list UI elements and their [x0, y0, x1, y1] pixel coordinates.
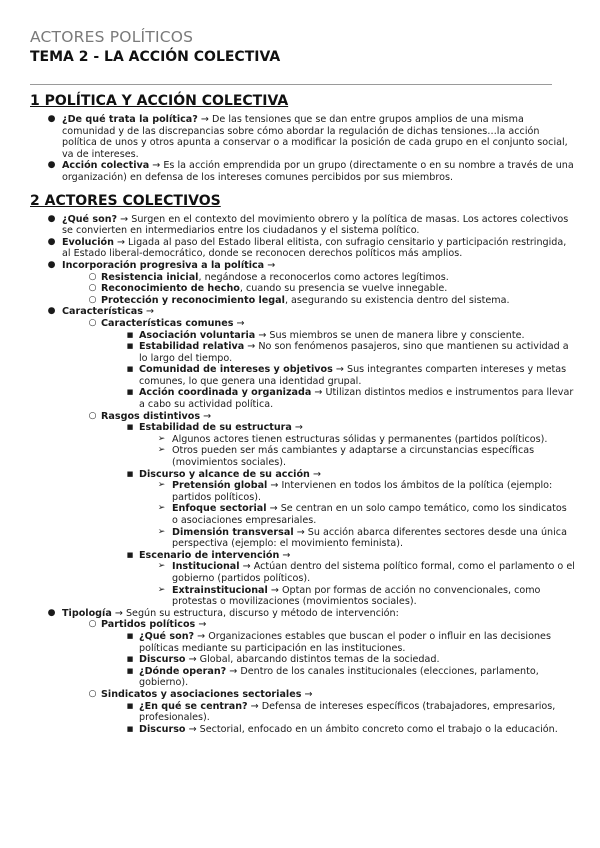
bullet-circle-icon: ○	[88, 410, 97, 421]
list-item-description: →	[233, 317, 245, 329]
list-item-text	[137, 631, 575, 654]
list-item-term: Acción coordinada y organizada	[139, 387, 312, 399]
list-item-text	[137, 724, 575, 736]
list-item-description: → Se centran en un solo campo temático, como los sindicatos o asociaciones empresariales.	[172, 503, 567, 526]
list-item-text	[172, 445, 575, 468]
bullet-dot-icon: ●	[47, 213, 56, 224]
bullet-square-icon: ■	[126, 550, 134, 559]
list-item-description: → De las tensiones que se dan entre grupos amplios de una misma comunidad y de las discrepancias sobre cómo abordar la regulación de dichas tensiones…la acción política de unos y otros apunta a conservar o a modificar la posición de cada grupo en el conjunto social, va de intereses.	[62, 114, 568, 160]
document-page	[30, 28, 575, 735]
list-item-text	[172, 527, 575, 550]
bullet-dot-icon: ●	[47, 607, 56, 618]
list-item	[30, 260, 575, 272]
list-item	[30, 160, 575, 183]
bullet-dot-icon: ●	[47, 236, 56, 247]
list-item	[30, 387, 575, 410]
list-item-term: Pretensión global	[172, 480, 268, 492]
list-item-description: → No son fenómenos pasajeros, sino que mantienen su actividad a lo largo del tiempo.	[139, 341, 569, 364]
list-item-description: → Su acción abarca diferentes sectores desde una única perspectiva (ejemplo: el movimiento feminista).	[172, 526, 567, 550]
section-list	[30, 214, 575, 736]
list-item-term: Enfoque sectorial	[172, 503, 267, 515]
bullet-arrow-icon: ➢	[157, 584, 166, 595]
list-item-term: Discurso	[139, 723, 186, 735]
list-item-term: Dimensión transversal	[172, 526, 294, 538]
list-item	[30, 469, 575, 481]
list-item-term: Características	[62, 306, 143, 318]
list-item-term: Acción colectiva	[62, 160, 150, 172]
list-item	[30, 422, 575, 434]
list-item-description: Otros pueden ser más cambiantes y adaptarse a circunstancias específicas (movimientos sociales).	[172, 445, 535, 469]
list-item-text	[60, 214, 575, 237]
bullet-square-icon: ■	[126, 423, 134, 432]
list-item-description: →	[291, 422, 303, 434]
bullet-circle-icon: ○	[88, 271, 97, 282]
list-item-description: → Optan por formas de acción no convencionales, como protestas o movilizaciones (movimientos sociales).	[172, 584, 541, 608]
list-item-description: → Es la acción emprendida por un grupo (directamente o en su nombre a través de una organización) en defensa de los intereses comunes percibidos por sus miembros.	[62, 160, 574, 183]
list-item-text	[60, 237, 575, 260]
list-item-text	[99, 619, 575, 631]
list-item-term: ¿De qué trata la política?	[62, 114, 198, 125]
list-item-term: Rasgos distintivos	[101, 410, 201, 422]
bullet-arrow-icon: ➢	[157, 526, 166, 537]
list-item-text	[137, 469, 575, 481]
list-item-text	[99, 272, 575, 284]
list-item-description: → Global, abarcando distintos temas de la sociedad.	[185, 654, 440, 666]
bullet-arrow-icon: ➢	[157, 445, 166, 456]
list-item-text	[137, 550, 575, 562]
list-item-term: Comunidad de intereses y objetivos	[139, 364, 333, 376]
list-item-term: ¿Dónde operan?	[139, 665, 227, 677]
list-item-text	[172, 503, 575, 526]
list-item	[30, 445, 575, 468]
list-item	[30, 306, 575, 318]
list-item-text	[137, 330, 575, 342]
list-item	[30, 561, 575, 584]
list-item-term: Extrainstitucional	[172, 584, 268, 596]
list-item-term: Evolución	[62, 236, 114, 248]
list-item-term: Asociación voluntaria	[139, 329, 256, 341]
list-item-description: Algunos actores tienen estructuras sólidas y permanentes (partidos políticos).	[172, 433, 548, 445]
list-item-term: ¿Qué son?	[139, 630, 195, 642]
list-item-term: Discurso y alcance de su acción	[139, 468, 310, 480]
bullet-square-icon: ■	[126, 666, 134, 675]
list-item-term: ¿Qué son?	[62, 213, 118, 225]
list-item	[30, 724, 575, 736]
list-item-text	[99, 689, 575, 701]
list-item-description: →	[309, 468, 321, 480]
bullet-arrow-icon: ➢	[157, 480, 166, 491]
list-item-term: Estabilidad de su estructura	[139, 422, 292, 434]
bullet-dot-icon: ●	[47, 114, 56, 124]
list-item	[30, 237, 575, 260]
list-item-description: →	[279, 549, 291, 561]
bullet-square-icon: ■	[126, 365, 134, 374]
list-item-description: → Ligada al paso del Estado liberal elitista, con sufragio censitario y participación restringida, al Estado liberal-democrático, donde se reconocen derechos políticos más amplios.	[62, 236, 567, 260]
list-item	[30, 330, 575, 342]
list-item-term: Resistencia inicial	[101, 271, 199, 283]
list-item-text	[137, 341, 575, 364]
bullet-square-icon: ■	[126, 330, 134, 339]
list-item-description: → Surgen en el contexto del movimiento obrero y la política de masas. Los actores colectivos se convierten en intermediarios entre los ciudadanos y el sistema político.	[62, 213, 569, 237]
list-item-text	[137, 701, 575, 724]
list-item-text	[99, 295, 575, 307]
list-item	[30, 666, 575, 689]
list-item-description: → Defensa de intereses específicos (trabajadores, empresarios, profesionales).	[139, 700, 556, 724]
list-item	[30, 503, 575, 526]
list-item	[30, 631, 575, 654]
list-item-description: → Sus integrantes comparten intereses y metas comunes, lo que genera una identidad grupal.	[139, 364, 567, 387]
list-item-text	[137, 666, 575, 689]
list-item-text	[99, 318, 575, 330]
list-item	[30, 527, 575, 550]
list-item	[30, 434, 575, 446]
list-item-text	[137, 364, 575, 387]
section-heading: 2 ACTORES COLECTIVOS	[30, 192, 221, 209]
bullet-dot-icon: ●	[47, 306, 56, 317]
list-item-term: Reconocimiento de hecho	[101, 283, 240, 295]
list-item	[30, 654, 575, 666]
bullet-square-icon: ■	[126, 701, 134, 710]
bullet-square-icon: ■	[126, 655, 134, 664]
list-item-term: Características comunes	[101, 317, 234, 329]
list-item-description: → Dentro de los canales institucionales (elecciones, parlamento, gobierno).	[139, 665, 539, 689]
list-item	[30, 411, 575, 423]
list-item	[30, 689, 575, 701]
list-item	[30, 619, 575, 631]
list-item-description: → Intervienen en todos los ámbitos de la política (ejemplo: partidos políticos).	[172, 480, 553, 503]
list-item	[30, 214, 575, 237]
list-item-text	[60, 114, 575, 160]
list-item	[30, 585, 575, 608]
list-item-description: → Utilizan distintos medios e instrumentos para llevar a cabo su actividad política.	[139, 387, 574, 411]
list-item-text	[172, 561, 575, 584]
list-item-description: → Sectorial, enfocado en un ámbito concreto como el trabajo o la educación.	[185, 723, 558, 735]
list-item-term: Institucional	[172, 561, 240, 573]
section-list	[30, 114, 575, 184]
list-item-text	[137, 654, 575, 666]
bullet-circle-icon: ○	[88, 619, 97, 630]
bullet-dot-icon: ●	[47, 160, 56, 171]
list-item	[30, 341, 575, 364]
bullet-arrow-icon: ➢	[157, 433, 166, 444]
list-item	[30, 283, 575, 295]
list-item-text	[137, 387, 575, 410]
list-item-term: ¿En qué se centran?	[139, 700, 248, 712]
list-item	[30, 318, 575, 330]
list-item-term: Partidos políticos	[101, 619, 196, 631]
document-body	[30, 92, 575, 735]
list-item-text	[60, 306, 575, 318]
list-item	[30, 295, 575, 307]
bullet-square-icon: ■	[126, 724, 134, 733]
bullet-dot-icon: ●	[47, 259, 56, 270]
list-item	[30, 480, 575, 503]
list-item-text	[172, 585, 575, 608]
bullet-square-icon: ■	[126, 342, 134, 351]
list-item	[30, 550, 575, 562]
bullet-square-icon: ■	[126, 388, 134, 397]
list-item	[30, 272, 575, 284]
document-supertitle: ACTORES POLÍTICOS	[30, 28, 194, 46]
list-item-text	[60, 260, 575, 272]
list-item-description: → Sus miembros se unen de manera libre y consciente.	[255, 329, 525, 341]
bullet-arrow-icon: ➢	[157, 561, 166, 572]
list-item-text	[137, 422, 575, 434]
list-item-text	[99, 283, 575, 295]
list-item-description: , asegurando su existencia dentro del sistema.	[284, 294, 510, 306]
bullet-square-icon: ■	[126, 469, 134, 478]
bullet-circle-icon: ○	[88, 294, 97, 305]
list-item	[30, 364, 575, 387]
bullet-circle-icon: ○	[88, 688, 97, 699]
list-item-term: Sindicatos y asociaciones sectoriales	[101, 688, 302, 700]
list-item-term: Estabilidad relativa	[139, 341, 245, 353]
list-item-term: Tipología	[62, 607, 112, 619]
list-item-text	[99, 411, 575, 423]
bullet-square-icon: ■	[126, 631, 134, 640]
list-item-term: Discurso	[139, 654, 186, 666]
list-item-description: , negándose a reconocerlos como actores legítimos.	[198, 271, 449, 283]
list-item-term: Protección y reconocimiento legal	[101, 294, 285, 306]
list-item-description: →	[301, 688, 313, 700]
list-item-description: → Organizaciones estables que buscan el poder o influir en las decisiones políticas mediante su participación en las instituciones.	[139, 630, 551, 654]
bullet-circle-icon: ○	[88, 283, 97, 294]
list-item-description: → Según su estructura, discurso y método de intervención:	[111, 607, 399, 619]
list-item-description: → Actúan dentro del sistema político formal, como el parlamento o el gobierno (partidos políticos).	[172, 561, 575, 584]
list-item-term: Escenario de intervención	[139, 549, 280, 561]
list-item	[30, 114, 575, 160]
list-item-text	[60, 608, 575, 620]
list-item-description: , cuando su presencia se vuelve innegable.	[239, 283, 448, 295]
list-item-text	[172, 434, 575, 446]
list-item	[30, 701, 575, 724]
document-title: TEMA 2 - LA ACCIÓN COLECTIVA	[30, 49, 281, 65]
bullet-arrow-icon: ➢	[157, 503, 166, 514]
list-item-description: →	[200, 410, 212, 422]
list-item-description: →	[142, 306, 155, 318]
title-divider	[30, 84, 552, 85]
list-item-text	[172, 480, 575, 503]
list-item	[30, 608, 575, 620]
list-item-description: →	[195, 619, 207, 631]
list-item-text	[60, 160, 575, 183]
bullet-circle-icon: ○	[88, 317, 97, 328]
list-item-description: →	[264, 259, 276, 271]
list-item-term: Incorporación progresiva a la política	[62, 259, 265, 271]
section-heading: 1 POLÍTICA Y ACCIÓN COLECTIVA	[30, 93, 289, 109]
